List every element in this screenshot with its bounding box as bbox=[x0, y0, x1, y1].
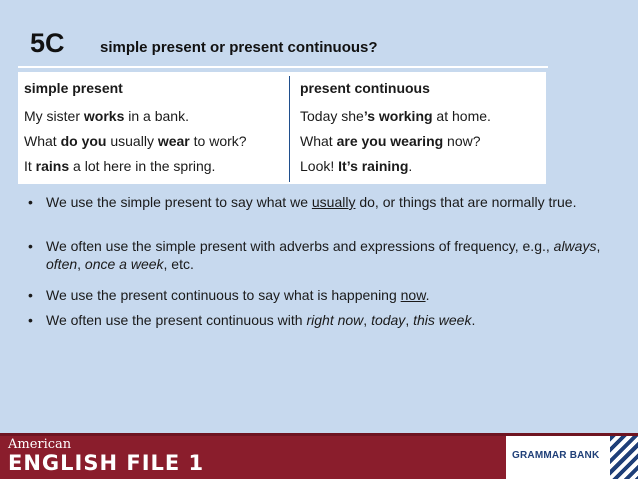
col1-heading: simple present bbox=[24, 80, 123, 96]
bullet-marker: • bbox=[28, 194, 33, 210]
rule-text: We use the present continuous to say what is happening now. bbox=[46, 287, 430, 303]
lesson-title: simple present or present continuous? bbox=[100, 39, 378, 56]
table-cell-r2c2: What are you wearing now? bbox=[300, 133, 481, 149]
rule-text: We often use the simple present with adverbs and expressions of frequency, e.g., always, often, once a week, etc. bbox=[46, 238, 601, 272]
lesson-code: 5C bbox=[30, 28, 65, 58]
brand-logo: ENGLISH FILE 1 bbox=[8, 451, 205, 475]
table-cell-r1c2: Today she’s working at home. bbox=[300, 108, 491, 124]
grammar-bank-label: GRAMMAR BANK bbox=[512, 450, 600, 461]
table-cell-r3c2: Look! It’s raining. bbox=[300, 158, 413, 174]
stripes-decoration-icon bbox=[610, 436, 638, 479]
rule-text: We use the simple present to say what we usually do, or things that are normally true. bbox=[46, 194, 577, 210]
table-cell-r3c1: It rains a lot here in the spring. bbox=[24, 158, 216, 174]
column-divider bbox=[289, 76, 290, 182]
brand-subtitle: American bbox=[8, 437, 72, 452]
title-bar bbox=[18, 22, 548, 68]
grammar-bank-button[interactable] bbox=[506, 436, 610, 479]
table-cell-r2c1: What do you usually wear to work? bbox=[24, 133, 247, 149]
rule-text: We often use the present continuous with right now, today, this week. bbox=[46, 312, 476, 328]
bullet-marker: • bbox=[28, 287, 33, 303]
table-cell-r1c1: My sister works in a bank. bbox=[24, 108, 189, 124]
col2-heading: present continuous bbox=[300, 80, 430, 96]
bullet-marker: • bbox=[28, 238, 33, 254]
grammar-table bbox=[18, 72, 546, 184]
bullet-marker: • bbox=[28, 312, 33, 328]
